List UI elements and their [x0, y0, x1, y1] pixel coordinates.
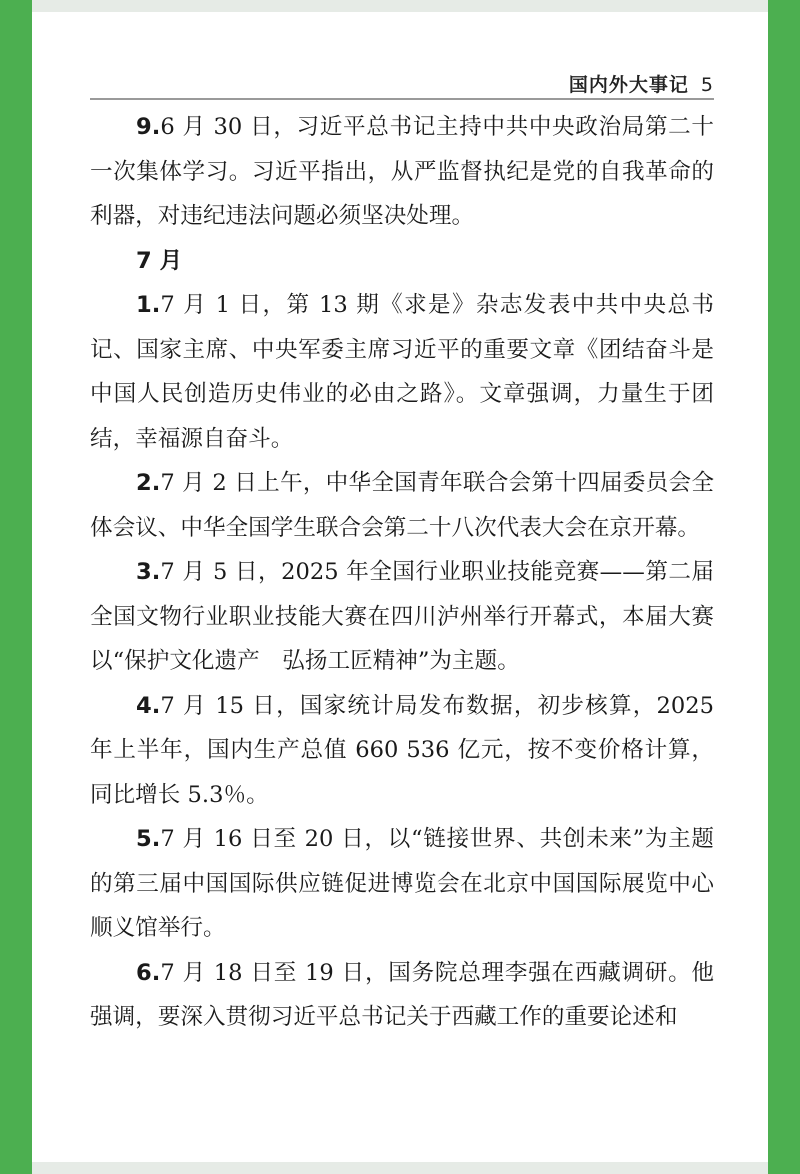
list-item [90, 283, 714, 461]
list-item [90, 684, 714, 818]
list-item [90, 105, 714, 239]
list-item [90, 550, 714, 684]
item-number: 1. [136, 292, 161, 318]
item-number: 3. [136, 559, 161, 585]
item-number: 9. [136, 114, 161, 140]
item-text: 7 月 2 日上午，中华全国青年联合会第十四届委员会全体会议、中华全国学生联合会第二十八次代表大会在京开幕。 [90, 470, 714, 541]
section-title: 国内外大事记 [568, 74, 689, 96]
item-text: 7 月 15 日，国家统计局发布数据，初步核算，2025 年上半年，国内生产总值 660 536 亿元，按不变价格计算，同比增长 5.3％。 [90, 692, 714, 808]
item-text: 7 月 5 日，2025 年全国行业职业技能竞赛——第二届全国文物行业职业技能大赛在四川泸州举行开幕式，本届大赛以“保护文化遗产 弘扬工匠精神”为主题。 [90, 559, 714, 674]
item-number: 4. [136, 692, 161, 719]
header-title [569, 70, 714, 97]
item-text: 7 月 1 日，第 13 期《求是》杂志发表中共中央总书记、国家主席、中央军委主席习近平的重要文章《团结奋斗是中国人民创造历史伟业的必由之路》。文章强调，力量生于团结，幸福源自奋斗。 [90, 292, 714, 452]
item-text: 7 月 16 日至 20 日，以“链接世界、共创未来”为主题的第三届中国国际供应链促进博览会在北京中国国际展览中心顺义馆举行。 [90, 826, 714, 941]
list-item [90, 951, 714, 1040]
list-item [90, 461, 714, 550]
item-text: 6 月 30 日，习近平总书记主持中共中央政治局第二十一次集体学习。习近平指出，从严监督执纪是党的自我革命的利器，对违纪违法问题必须坚决处理。 [90, 114, 714, 229]
running-header [90, 64, 714, 100]
book-page [32, 0, 768, 1174]
page-number: 5 [700, 74, 714, 96]
article-body [90, 105, 714, 1040]
item-number: 5. [136, 826, 161, 852]
list-item [90, 817, 714, 951]
item-number: 6. [136, 959, 161, 986]
item-number: 2. [136, 470, 161, 496]
month-heading: 7 月 [136, 247, 183, 274]
item-text: 7 月 18 日至 19 日，国务院总理李强在西藏调研。他强调，要深入贯彻习近平总书记关于西藏工作的重要论述和 [90, 959, 714, 1030]
bottom-page-edge [32, 1162, 768, 1174]
top-page-edge [32, 0, 768, 12]
